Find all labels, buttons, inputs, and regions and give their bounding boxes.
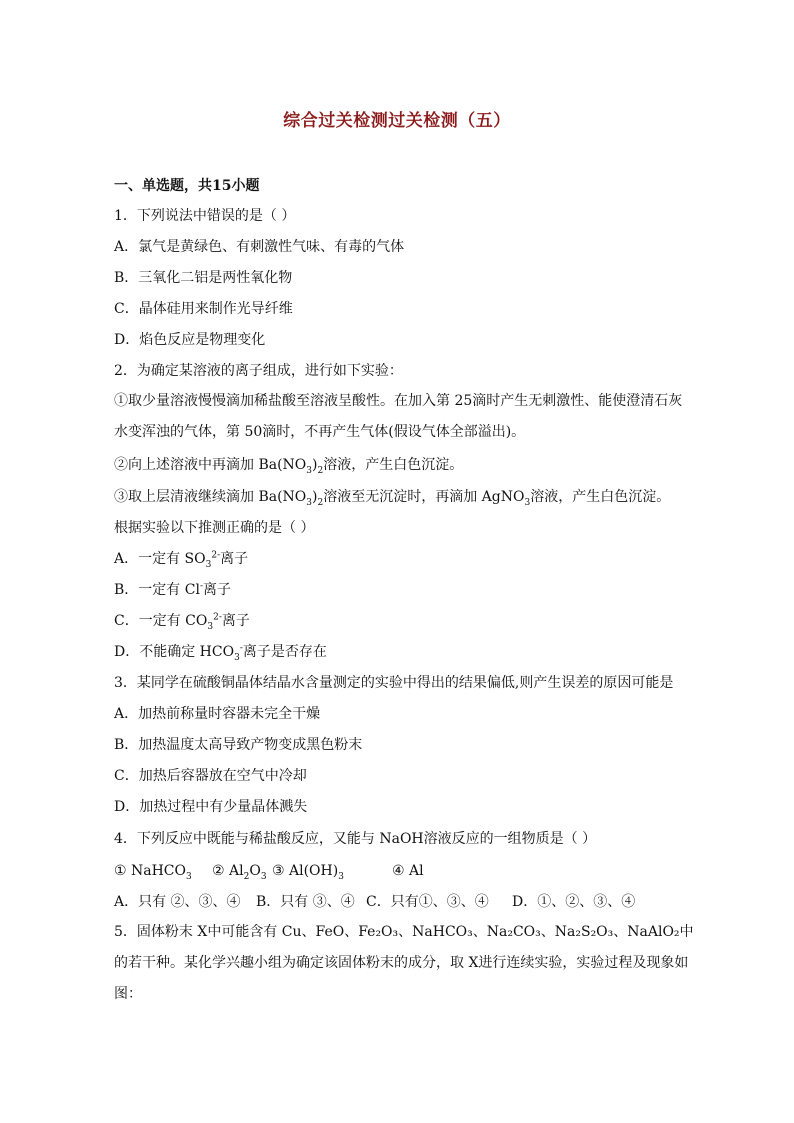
q4-option-c: C．只有①、③、④ (366, 894, 489, 910)
q2-option-c: C．一定有 $CO_3^{2-}$离子 (114, 612, 250, 632)
q1-option-c: C．晶体硅用来制作光导纤维 (114, 301, 293, 317)
q4-options (114, 892, 635, 912)
q2-step-2: ②向上述溶液中再滴加 $Ba(NO_3)_2$溶液，产生白色沉淀。 (114, 457, 464, 476)
q1-option-b: B．三氧化二铝是两性氧化物 (114, 270, 293, 286)
q4-option-b: B．只有 ③、④ (256, 894, 355, 910)
q1-stem: 1．下列说法中错误的是（ ） (114, 208, 296, 224)
q2-option-d: D．不能确定 $HCO_3^-$离子是否存在 (114, 643, 327, 663)
q3-option-a: A．加热前称量时容器未完全干燥 (114, 706, 321, 722)
q3-option-b: B．加热温度太高导致产物变成黑色粉末 (114, 737, 363, 753)
q2-step-3: ③取上层清液继续滴加 $Ba(NO_3)_2$溶液至无沉淀时，再滴加 AgNO$_3$溶液，产生白色沉淀。 (114, 489, 671, 508)
q4-stem: 4．下列反应中既能与稀盐酸反应，又能与 NaOH溶液反应的一组物质是（ ） (114, 831, 597, 847)
q1-option-a: A．氯气是黄绿色、有刺激性气味、有毒的气体 (114, 239, 405, 255)
q3-option-c: C．加热后容器放在空气中冷却 (114, 768, 307, 784)
q3-stem: 3．某同学在硫酸铜晶体结晶水含量测定的实验中得出的结果偏低,则产生误差的原因可能是 (114, 675, 674, 691)
section-heading: 一、单选题，共15小题 (114, 178, 260, 194)
q5-stem: 5．固体粉末 X中可能含有 Cu、FeO、Fe₂O₃、NaHCO₃、Na₂CO₃、Na₂S₂O₃、NaAlO₂中的若干种。某化学兴趣小组为确定该固体粉末的成分，取 X进行连续实验，实验过程及现象如图： (114, 924, 694, 1002)
q2-step-1: ①取少量溶液慢慢滴加稀盐酸至溶液呈酸性。在加入第 25滴时产生无刺激性、能使澄清石灰水变浑浊的气体，第 50滴时，不再产生气体(假设气体全部溢出)。 (114, 393, 683, 440)
q1-option-d: D．焰色反应是物理变化 (114, 332, 266, 348)
q2-stem: 2．为确定某溶液的离子组成，进行如下实验： (114, 363, 403, 379)
q4-substances: ① NaHCO$_3$ ② $Al_2O_3$ ③ $Al(OH)_3$ ④ Al (114, 863, 424, 882)
page-title: 综合过关检测过关检测（五） (283, 111, 511, 131)
q4-option-d: D．①、②、③、④ (512, 894, 636, 910)
q4-option-a: A．只有 ②、③、④ (114, 894, 241, 910)
q2-option-b: B．一定有 Cl-离子 (114, 581, 231, 598)
q2-option-a: A．一定有 $SO_3^{2-}$离子 (114, 550, 249, 570)
q3-option-d: D．加热过程中有少量晶体溅失 (114, 799, 308, 815)
q2-ask: 根据实验以下推测正确的是（ ） (114, 520, 315, 536)
